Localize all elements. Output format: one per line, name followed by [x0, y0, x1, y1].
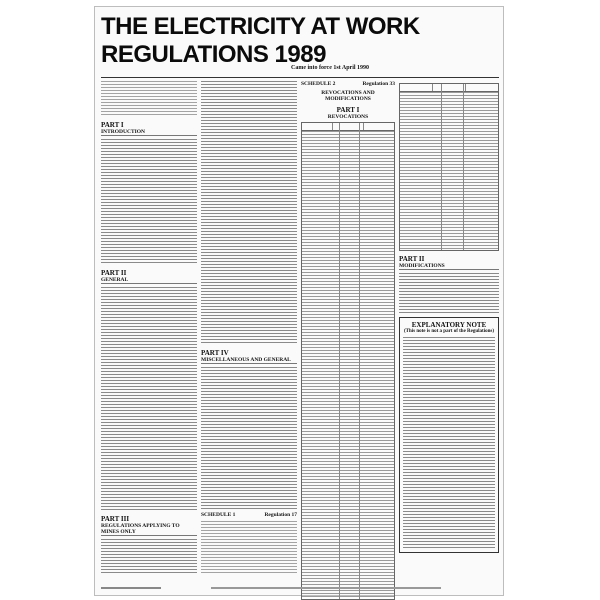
header-cell-col2 [433, 84, 466, 91]
part1-heading: PART I [101, 121, 124, 129]
header-cell-col3 [466, 84, 498, 91]
schedule1-regulation: Regulation 17 [264, 512, 297, 518]
column-1 [101, 81, 197, 578]
poster [94, 6, 504, 596]
footer-print-code [101, 587, 161, 589]
schedule1-text [201, 521, 297, 575]
part3-text [101, 539, 197, 575]
schedule2-part1-subheading: REVOCATIONS [327, 114, 369, 120]
part4-heading: PART IV [201, 349, 229, 357]
part4-text [201, 367, 297, 509]
header-cell-col1 [400, 84, 433, 91]
schedule2-label: SCHEDULE 2 [301, 81, 336, 87]
revocations-table [301, 122, 395, 600]
poster-header [101, 11, 499, 77]
modifications-part2-heading: PART II [399, 255, 425, 263]
table-divider [359, 123, 360, 599]
part2-subheading: GENERAL [101, 277, 197, 284]
table-divider [339, 123, 340, 599]
modifications-subheading: MODIFICATIONS [399, 263, 499, 270]
schedule2-regulation: Regulation 33 [362, 81, 395, 87]
explanatory-note-text [403, 337, 495, 549]
revocations-table-header [302, 123, 394, 131]
header-cell-col3 [364, 123, 394, 130]
part1-text [101, 139, 197, 265]
footer-copyright [211, 587, 441, 589]
header-rule [101, 77, 499, 78]
part3-heading: PART III [101, 515, 130, 523]
schedule2-heading [301, 81, 395, 87]
modifications-text [399, 273, 499, 313]
revocations-heading: REVOCATIONS AND MODIFICATIONS [321, 90, 375, 102]
column-4 [399, 81, 499, 553]
header-cell-col1 [302, 123, 333, 130]
revocations-table-continued [399, 83, 499, 251]
continued-table-body [400, 92, 498, 250]
part4-subheading: MISCELLANEOUS AND GENERAL [201, 357, 297, 364]
schedule2-part1-heading: PART I [336, 106, 360, 114]
part3-subheading: REGULATIONS APPLYING TO MINES ONLY [101, 523, 197, 536]
revocations-table-body [302, 131, 394, 599]
table-divider [463, 84, 464, 250]
continued-table-header [400, 84, 498, 92]
poster-title-line2: REGULATIONS 1989 [101, 41, 326, 68]
poster-title-line1: THE ELECTRICITY AT WORK [101, 13, 420, 40]
preamble-text [101, 81, 197, 117]
part1-subheading: INTRODUCTION [101, 129, 197, 136]
in-force-date: Came into force 1st April 1990 [291, 65, 370, 71]
explanatory-note-subtitle: (This note is not a part of the Regulations) [403, 329, 494, 334]
schedule1-heading [201, 512, 297, 518]
table-divider [441, 84, 442, 250]
explanatory-note-title: EXPLANATORY NOTE [411, 321, 487, 329]
column2-upper-text [201, 81, 297, 345]
schedule1-label: SCHEDULE 1 [201, 512, 236, 518]
explanatory-note-box [399, 317, 499, 553]
column-3 [301, 81, 395, 600]
column-2 [201, 81, 297, 578]
footer [101, 585, 499, 591]
part2-text [101, 287, 197, 511]
part2-heading: PART II [101, 269, 127, 277]
